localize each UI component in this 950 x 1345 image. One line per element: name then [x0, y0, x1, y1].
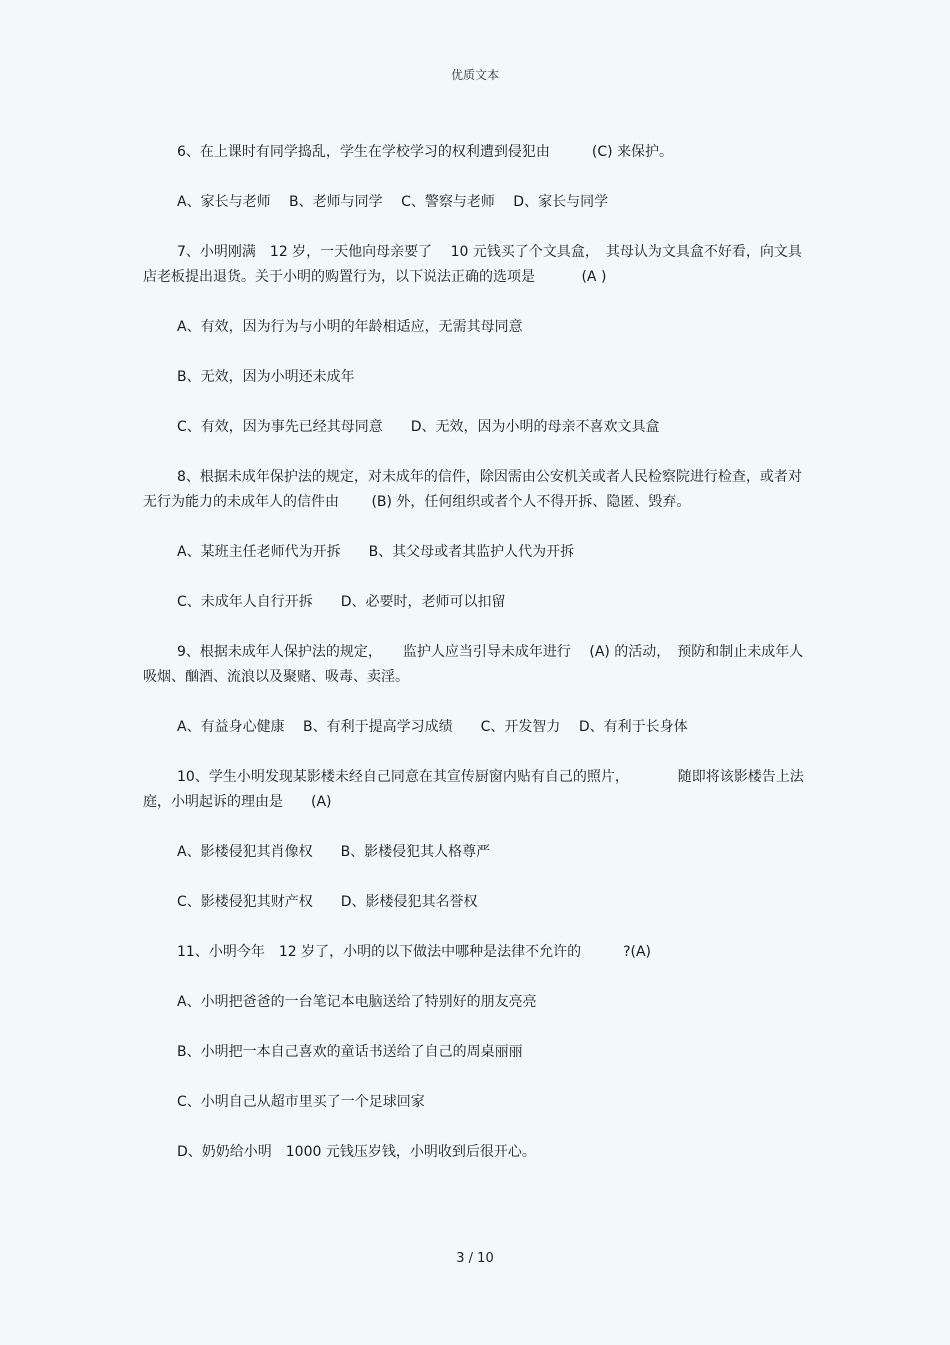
question-11: 11、小明今年 12 岁了，小明的以下做法中哪种是法律不允许的 ?(A) — [177, 944, 652, 960]
question-8: 8、根据未成年保护法的规定，对未成年的信件，除因需由公安机关或者人民检察院进行检查，或者对无行为能力的未成年人的信件由 (B) 外，任何组织或者个人不得开拆、隐匿、毁弃。 — [143, 469, 802, 510]
question-11-option-a: A、小明把爸爸的一台笔记本电脑送给了特别好的朋友亮亮 — [177, 994, 537, 1010]
question-10-option-ab: A、影楼侵犯其肖像权 B、影楼侵犯其人格尊严 — [177, 844, 491, 860]
question-7-option-a: A、有效，因为行为与小明的年龄相适应，无需其母同意 — [177, 319, 523, 335]
question-7: 7、小明刚满 12 岁，一天他向母亲要了 10 元钱买了个文具盒， 其母认为文具盒不好看，向文具店老板提出退货。关于小明的购置行为，以下说法正确的选项是 (A ) — [143, 244, 802, 285]
question-6: 6、在上课时有同学捣乱，学生在学校学习的权利遭到侵犯由 (C) 来保护。 — [177, 144, 674, 160]
question-7-option-cd: C、有效，因为事先已经其母同意 D、无效，因为小明的母亲不喜欢文具盒 — [177, 419, 660, 435]
question-9-options: A、有益身心健康 B、有利于提高学习成绩 C、开发智力 D、有利于长身体 — [177, 719, 688, 735]
question-9: 9、根据未成年人保护法的规定， 监护人应当引导未成年进行 (A) 的活动， 预防和制止未成年人吸烟、酗酒、流浪以及聚赌、吸毒、卖淫。 — [143, 644, 804, 685]
question-8-option-cd: C、未成年人自行开拆 D、必要时，老师可以扣留 — [177, 594, 506, 610]
question-8-option-ab: A、某班主任老师代为开拆 B、其父母或者其监护人代为开拆 — [177, 544, 575, 560]
question-6-options: A、家长与老师 B、老师与同学 C、警察与老师 D、家长与同学 — [177, 194, 609, 210]
document-body — [143, 140, 808, 1190]
question-11-option-d: D、奶奶给小明 1000 元钱压岁钱，小明收到后很开心。 — [177, 1144, 536, 1160]
page-header: 优质文本 — [450, 68, 499, 82]
question-11-option-b: B、小明把一本自己喜欢的童话书送给了自己的周桌丽丽 — [177, 1044, 523, 1060]
page-indicator: 3 / 10 — [456, 1251, 494, 1266]
question-11-option-c: C、小明自己从超市里买了一个足球回家 — [177, 1094, 425, 1110]
question-10: 10、学生小明发现某影楼未经自己同意在其宣传厨窗内贴有自己的照片， 随即将该影楼告上法庭，小明起诉的理由是 (A) — [143, 769, 804, 810]
question-7-option-b: B、无效，因为小明还未成年 — [177, 369, 355, 385]
question-10-option-cd: C、影楼侵犯其财产权 D、影楼侵犯其名誉权 — [177, 894, 478, 910]
